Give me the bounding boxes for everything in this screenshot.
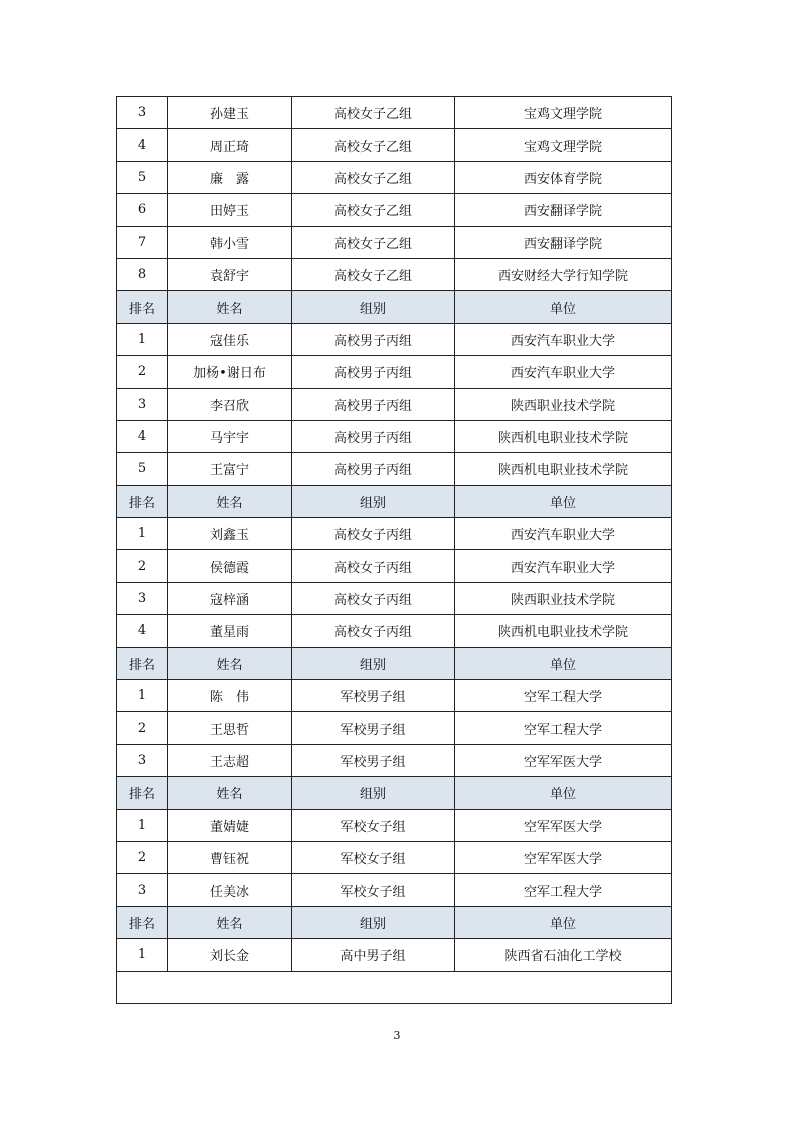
header-rank-cell: 排名 <box>117 291 168 323</box>
table-row <box>117 194 672 226</box>
name-cell: 廉 露 <box>168 161 292 193</box>
table-header-row <box>117 647 672 679</box>
unit-cell: 西安汽车职业大学 <box>455 518 672 550</box>
unit-cell: 宝鸡文理学院 <box>455 129 672 161</box>
results-table <box>116 96 672 1004</box>
unit-cell: 西安汽车职业大学 <box>455 550 672 582</box>
rank-cell: 1 <box>117 809 168 841</box>
rank-cell: 5 <box>117 161 168 193</box>
rank-cell: 7 <box>117 226 168 258</box>
name-cell: 田婷玉 <box>168 194 292 226</box>
group-cell: 高校男子丙组 <box>292 323 455 355</box>
header-group-cell: 组别 <box>292 485 455 517</box>
unit-cell: 西安汽车职业大学 <box>455 323 672 355</box>
unit-cell: 陕西机电职业技术学院 <box>455 615 672 647</box>
rank-cell: 3 <box>117 97 168 129</box>
table-row <box>117 874 672 906</box>
unit-cell: 陕西省石油化工学校 <box>455 939 672 971</box>
header-unit-cell: 单位 <box>455 291 672 323</box>
rank-cell: 6 <box>117 194 168 226</box>
unit-cell: 西安翻译学院 <box>455 226 672 258</box>
blank-row <box>117 971 672 1003</box>
table-row <box>117 550 672 582</box>
group-cell: 军校男子组 <box>292 712 455 744</box>
rank-cell: 4 <box>117 420 168 452</box>
name-cell: 任美冰 <box>168 874 292 906</box>
name-cell: 袁舒宇 <box>168 258 292 290</box>
header-group-cell: 组别 <box>292 777 455 809</box>
rank-cell: 1 <box>117 939 168 971</box>
unit-cell: 陕西职业技术学院 <box>455 388 672 420</box>
group-cell: 军校女子组 <box>292 841 455 873</box>
group-cell: 高校女子丙组 <box>292 615 455 647</box>
header-name-cell: 姓名 <box>168 647 292 679</box>
name-cell: 李召欣 <box>168 388 292 420</box>
name-cell: 王志超 <box>168 744 292 776</box>
rank-cell: 2 <box>117 550 168 582</box>
group-cell: 高校女子乙组 <box>292 161 455 193</box>
table-row <box>117 615 672 647</box>
table-row <box>117 420 672 452</box>
table-row <box>117 582 672 614</box>
table-row <box>117 226 672 258</box>
table-row <box>117 323 672 355</box>
unit-cell: 空军军医大学 <box>455 841 672 873</box>
rank-cell: 5 <box>117 453 168 485</box>
unit-cell: 空军军医大学 <box>455 744 672 776</box>
page-number: 3 <box>393 1029 401 1042</box>
unit-cell: 宝鸡文理学院 <box>455 97 672 129</box>
group-cell: 军校女子组 <box>292 874 455 906</box>
group-cell: 军校男子组 <box>292 744 455 776</box>
name-cell: 周正琦 <box>168 129 292 161</box>
table-header-row <box>117 485 672 517</box>
results-table-body <box>117 97 672 1004</box>
group-cell: 军校女子组 <box>292 809 455 841</box>
name-cell: 董星雨 <box>168 615 292 647</box>
table-row <box>117 518 672 550</box>
header-rank-cell: 排名 <box>117 485 168 517</box>
group-cell: 高校女子乙组 <box>292 194 455 226</box>
name-cell: 马宇宇 <box>168 420 292 452</box>
header-group-cell: 组别 <box>292 291 455 323</box>
header-group-cell: 组别 <box>292 647 455 679</box>
table-header-row <box>117 291 672 323</box>
group-cell: 高校女子丙组 <box>292 550 455 582</box>
table-row <box>117 939 672 971</box>
name-cell: 曹钰祝 <box>168 841 292 873</box>
header-name-cell: 姓名 <box>168 777 292 809</box>
header-rank-cell: 排名 <box>117 906 168 938</box>
header-name-cell: 姓名 <box>168 485 292 517</box>
group-cell: 军校男子组 <box>292 680 455 712</box>
group-cell: 高校男子丙组 <box>292 356 455 388</box>
unit-cell: 空军工程大学 <box>455 874 672 906</box>
name-cell: 侯德霞 <box>168 550 292 582</box>
name-cell: 王思哲 <box>168 712 292 744</box>
table-row <box>117 388 672 420</box>
name-cell: 寇佳乐 <box>168 323 292 355</box>
table-row <box>117 712 672 744</box>
rank-cell: 3 <box>117 874 168 906</box>
name-cell: 王富宁 <box>168 453 292 485</box>
header-unit-cell: 单位 <box>455 485 672 517</box>
unit-cell: 西安财经大学行知学院 <box>455 258 672 290</box>
group-cell: 高校男子丙组 <box>292 453 455 485</box>
table-row <box>117 809 672 841</box>
rank-cell: 2 <box>117 841 168 873</box>
table-row <box>117 258 672 290</box>
name-cell: 韩小雪 <box>168 226 292 258</box>
rank-cell: 4 <box>117 129 168 161</box>
name-cell: 刘长金 <box>168 939 292 971</box>
table-row <box>117 744 672 776</box>
group-cell: 高校女子乙组 <box>292 129 455 161</box>
rank-cell: 4 <box>117 615 168 647</box>
name-cell: 孙建玉 <box>168 97 292 129</box>
name-cell: 刘鑫玉 <box>168 518 292 550</box>
group-cell: 高中男子组 <box>292 939 455 971</box>
group-cell: 高校女子乙组 <box>292 258 455 290</box>
group-cell: 高校男子丙组 <box>292 420 455 452</box>
rank-cell: 1 <box>117 323 168 355</box>
header-rank-cell: 排名 <box>117 777 168 809</box>
header-group-cell: 组别 <box>292 906 455 938</box>
table-row <box>117 680 672 712</box>
name-cell: 董婧婕 <box>168 809 292 841</box>
table-row <box>117 97 672 129</box>
rank-cell: 1 <box>117 680 168 712</box>
rank-cell: 3 <box>117 388 168 420</box>
rank-cell: 8 <box>117 258 168 290</box>
name-cell: 陈 伟 <box>168 680 292 712</box>
header-unit-cell: 单位 <box>455 906 672 938</box>
header-unit-cell: 单位 <box>455 647 672 679</box>
rank-cell: 2 <box>117 712 168 744</box>
rank-cell: 1 <box>117 518 168 550</box>
group-cell: 高校女子乙组 <box>292 226 455 258</box>
group-cell: 高校男子丙组 <box>292 388 455 420</box>
unit-cell: 陕西机电职业技术学院 <box>455 420 672 452</box>
unit-cell: 西安汽车职业大学 <box>455 356 672 388</box>
unit-cell: 西安翻译学院 <box>455 194 672 226</box>
header-unit-cell: 单位 <box>455 777 672 809</box>
header-name-cell: 姓名 <box>168 906 292 938</box>
table-row <box>117 453 672 485</box>
header-name-cell: 姓名 <box>168 291 292 323</box>
table-row <box>117 356 672 388</box>
name-cell: 加杨•谢日布 <box>168 356 292 388</box>
unit-cell: 空军军医大学 <box>455 809 672 841</box>
group-cell: 高校女子乙组 <box>292 97 455 129</box>
rank-cell: 3 <box>117 582 168 614</box>
group-cell: 高校女子丙组 <box>292 518 455 550</box>
rank-cell: 2 <box>117 356 168 388</box>
rank-cell: 3 <box>117 744 168 776</box>
unit-cell: 空军工程大学 <box>455 680 672 712</box>
name-cell: 寇梓涵 <box>168 582 292 614</box>
table-header-row <box>117 906 672 938</box>
unit-cell: 西安体育学院 <box>455 161 672 193</box>
table-row <box>117 841 672 873</box>
header-rank-cell: 排名 <box>117 647 168 679</box>
table-row <box>117 129 672 161</box>
unit-cell: 陕西职业技术学院 <box>455 582 672 614</box>
table-header-row <box>117 777 672 809</box>
unit-cell: 空军工程大学 <box>455 712 672 744</box>
unit-cell: 陕西机电职业技术学院 <box>455 453 672 485</box>
blank-cell <box>117 971 672 1003</box>
group-cell: 高校女子丙组 <box>292 582 455 614</box>
table-row <box>117 161 672 193</box>
